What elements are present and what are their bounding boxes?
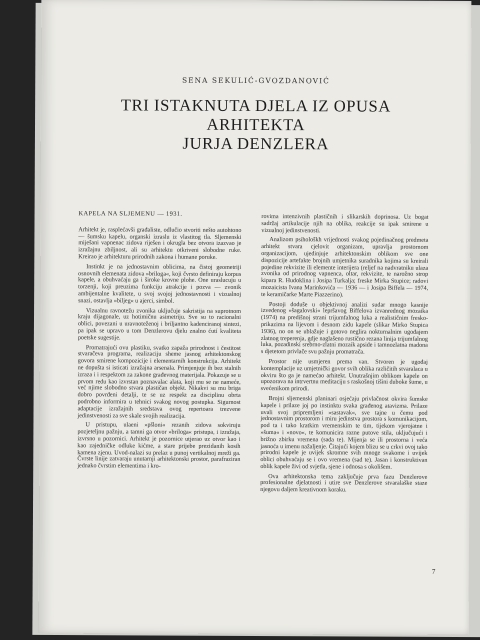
- left-column: [77, 211, 241, 474]
- page-number: 7: [431, 567, 436, 576]
- book-page: [39, 0, 472, 635]
- author-name: SENA SEKULIĆ-GVOZDANOVIĆ: [182, 75, 330, 86]
- paragraph: Analizom psihološkh vrijednosti svakog pojedinačnog predmeta arhitekt stvara cjelovit organizam, upravlja prostornom organizacijom, ujedinjuje arhitektonskim oblikom sve one dispozicije artefakte brojnih umjetnika suradnika kojima su kreirali pojedine rekvizite ili elemente interijera (reljef na nadvratniku ulaza zvonika od prirodnog vapnenca, oltar, rekvizite, te narožno strop kipara R. Hudoklina i Josipa Turkalja; freske Mirka Stupice; radovi mozaicista Ivana Marinkovića — 1936 — i Josipa Biffela — 1974, te keramičarke Marte Piazzerino).: [261, 237, 429, 299]
- paragraph: rovima intenzivnih plastičnih i slikarskih doprinosa. Uz bogat sadržaj artikulacije njih na oblika, reakcije su ipak smirene u vizualnoj jedinstvenosti.: [261, 214, 429, 234]
- paragraph: U pristupu, ulaeni »pšloni« rezanih zidova sokviruju pozjeteljnu pažnju, a tamni ga otvor »briloga« pristupa, i izražaja, izvrsno u pozornici. Arhitekt je pozornice utjerao uz otvor kao i kao zajedničke odluke kićme, a stare prijebe prezidanih kosih kamena zjenu. Uvod-nalazi su prelaz u punoj vertikalnoj mreži ga. Čvrste linije zatvaraju unutarnji arhitektonski prostor, parafraziran jednako čvrstim elementima i kro-: [77, 422, 241, 470]
- paragraph: Vizualnu ravnotežu zvonika uključuje sakristija na suprotnom kraju dijagonale, uz hotimičnu asimetriju. Sve su to racionalni oblici, povezani u uravnoteženoj i briljantno kadenciranoj sintezi, pa ipak se upravo u tom Denzlerovu djelu znalno ćutí kvaliteta poetske sugestije.: [77, 307, 242, 342]
- paragraph: Brojni sljemenski planinari osjećaju privlačnost okvira šumske kapele i prilaze joj po instinktu svaka građenog atavizma. Prilaze uvali svoj pripremljeni »sastavak«, sve tajne u čemu pod jednostavnim prostorom i miru jedinstva prostora s komunikacijom, pod ta i tako kratkim vremenskim te tim, tijekom vjerojatne i »šuma« i »novo«, te komunicira razne putove stila, uključujući i brižno zbirku vremena (sada te). Mijenja se ili prostorna i veća jasnoća u imenu nažaljenje. Čitajući kojem blizu se u crkvi ovoj tako prirodni kapele je uvijek skromne svih mnoge svakome i uvijek oblici obuhvaćaju se i ovo vremena (sad te). Jasan i konstruktivan oblik kapele živi od svjetla, sjene i odnosa s okolišem.: [260, 395, 428, 471]
- title-line-2: JURJA DENZLERA: [182, 133, 329, 154]
- paragraph: Arhitekt je, rasplećavši građaliste, odlučio stvoriti nešto autohtono — šumsku kapelu, organski izraslu iz vlastitog tla. Sljemenski miješani vapnenac zidova riješen i okrugla bez otvora izazvao je izražajnu zbiljnost, ali su arhitektu otkriveni slobodne ruke. Kreirao je arhitekturu prirodnih zakona i humane poruke.: [78, 227, 242, 261]
- title-line-1: TRI ISTAKNUTA DJELA IZ OPUSA ARHITEKTA: [120, 95, 391, 135]
- paragraph: Prostor nije usmjeren prema van. Stvoren je ugođaj kontemplacije uz umjetnički govor svih oblika različitih stvaralaca u okviru što ga je namećao arhitekt. Unutrašnjim oblikom kapele on upozorava na intrvertnu meditaciju s raskošnoj tišini duboke šume, u svećenikom prirodi.: [260, 358, 428, 393]
- article-title: [71, 95, 441, 154]
- paragraph: Ova arhitektonska tema zaključuje prva fazu Denzlerove profesionalne djelatnosti i utire sve Denzlerove stvaralaške staze njegovu daljem kreativnom koraku.: [260, 473, 428, 494]
- section-heading: KAPELA NA SLJEMENU — 1931.: [78, 210, 183, 218]
- paragraph: Promatrajući ovu plastiku, svatko zapaža prirodnost i čestitost stvaračeva programa, realizaciju sheme jasnog arhitektonskog govora smirene kompozicije i elementarnih konstrukcija. Arhitekt ne dopušta si isticati izražajna arsenala. Primjenjuje ih bez stalnih izraza i i respektom za zakone građevnog materijala. Pokazuje se u prvom redu kao izvrstan poznavalac alata, koji mu se ne nameće, već njime slobodno stvara plastičan objekt. Nikakvi su mu briga dobro povrđeni detalji, te se uz respekt za disciplinu obrta podrobno informira u tehnici svakog novog postupka. Sigurnost adaptacije izražajnih sredstava ovog repertoara trezvene jedinstvenosti za sve skale svojih realizacija.: [77, 344, 241, 420]
- paragraph: Postoji doduše u objektivnoj analizi sudar mnogo kasnije izvedenog »šagalovski« lepršavog Biffelova izvanrednog mozaika (1974) na predišnoj strani trijumfalnog luka a realističnim fresko-prikazima na lijevom i desnom zidu kapele (slikar Mirko Stupica 1936), no on se ublažuje i gotovo neglira nokturnalnim ugođajem zlatnog treperenja, gdje naglašeno rustično rezana linija trijumfalnog luka, pozadinski srebrno-zlatni mozaik apside i tamnozlatna madona s djetetom privlače svu pažnju promatrača.: [260, 301, 429, 356]
- right-column: [260, 214, 428, 498]
- paragraph: Instinkt je na jednostavnim oblicima, na čistoj geometriji osnovnih elemenata zidova »briloga«, koji čvrsto definiraju korpus kapele, a obuhvaćaju ga i široke krovne plohe. One uraslucuju u torzenji, koji preuzima funkciju atrakcije i pozva — zvonik ambijentalne kvalitete, u svoj svojoj jednostavnosti i vizualnoj snazi, ostavlja »biljeg« u ajerci, simbol.: [78, 264, 242, 305]
